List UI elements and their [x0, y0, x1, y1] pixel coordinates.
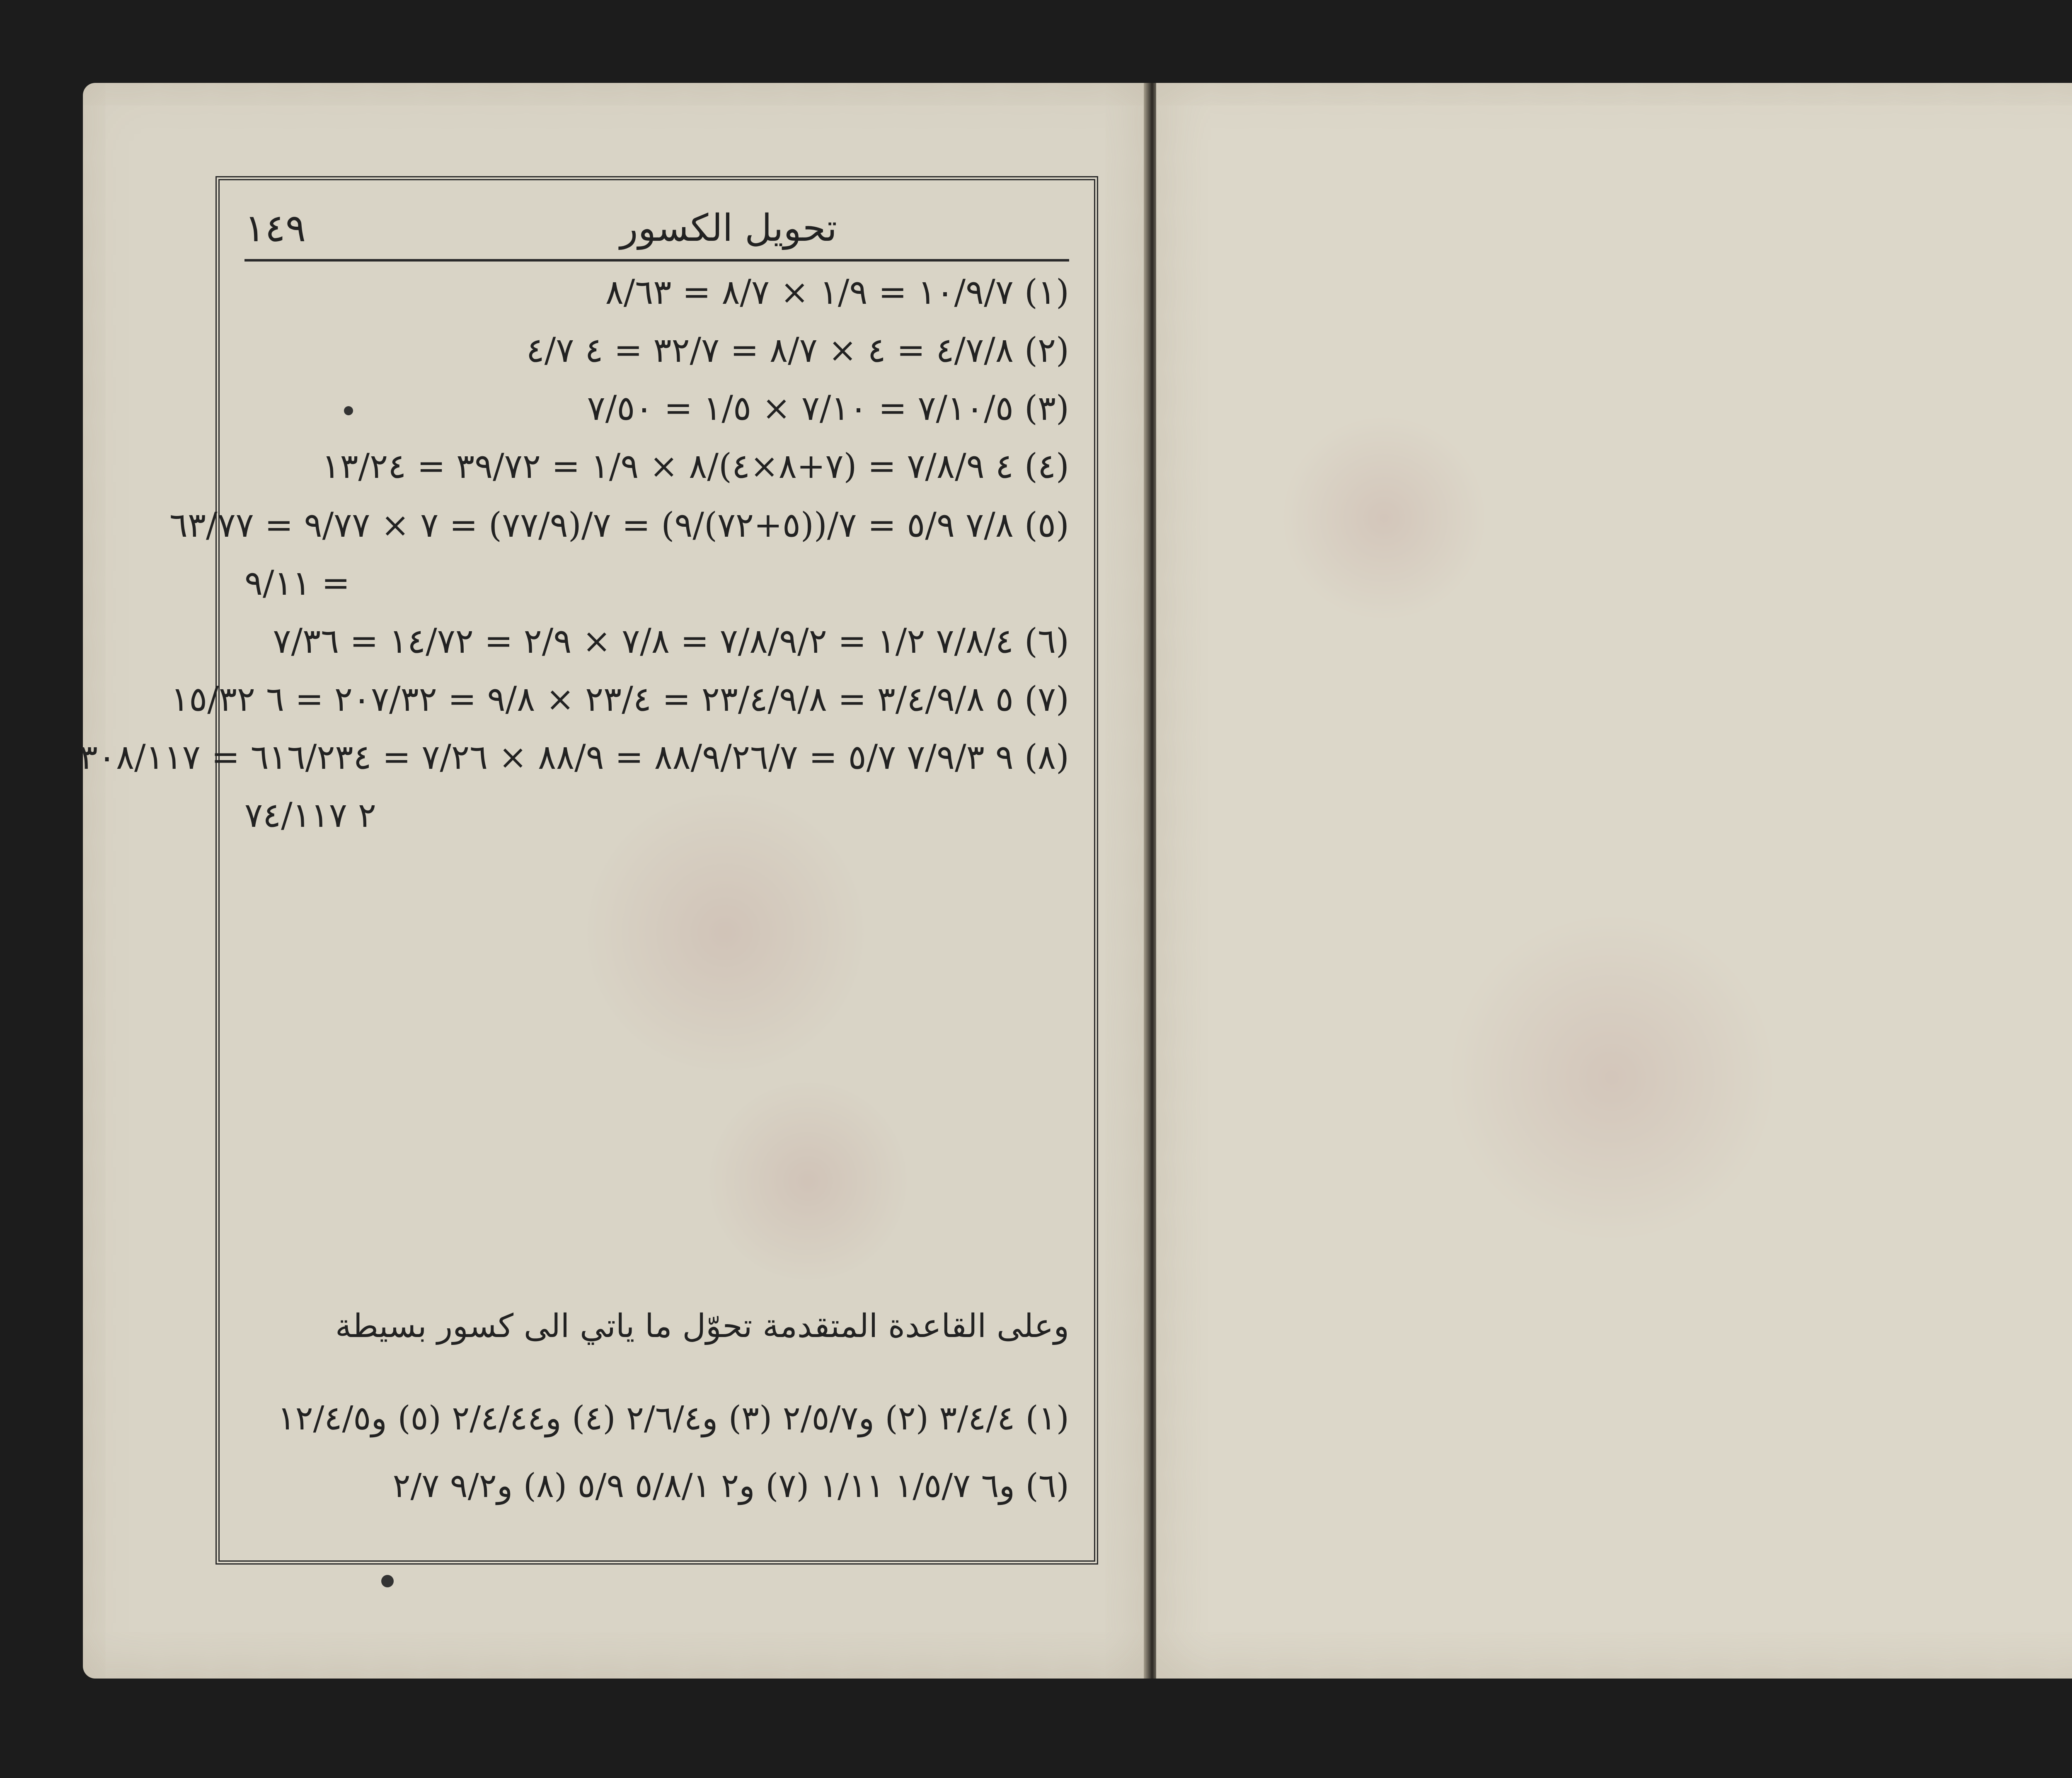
exercise-intro: وعلى القاعدة المتقدمة تحوّل ما ياتي الى كسور بسيطة	[335, 1308, 1069, 1345]
equation-3: (٣) ٧/١٠/٥ = ٧/١٠ × ١/٥ = ٧/٥٠	[587, 389, 1069, 428]
worked-equations	[79, 273, 1069, 857]
equation-2: (٢) ٤/٧/٨ = ٤ × ٨/٧ = ٣٢/٧ = ٤ ٤/٧	[526, 331, 1069, 370]
equation-6: (٦) ٧/٨/٤ ١/٢ = ٧/٨/٩/٢ = ٧/٨ × ٢/٩ = ١٤/٧٢ = ٧/٣٦	[273, 622, 1069, 661]
equation-5: (٥) ٧/٨ ٥/٩ = ٧/((٥+٧٢)/٩) = ٧/(٧٧/٩) = ٧ × ٩/٧٧ = ٦٣/٧٧	[169, 506, 1069, 545]
exercise-row: (٦) و٦ ١/٥/٧ ١/١١ (٧) و٢ ٥/٨/١ ٥/٩ (٨) و٩/٢ ٢/٧	[392, 1466, 1069, 1505]
equation-8: (٨) ٩ ٧/٩/٣ ٥/٧ = ٨٨/٩/٢٦/٧ = ٨٨/٩ × ٧/٢٦ = ٦١٦/٢٣٤ = ٣٠٨/١١٧	[79, 738, 1069, 777]
equation-1: (١) ١٠/٩/٧ = ١/٩ × ٨/٧ = ٨/٦٣	[605, 273, 1069, 312]
equation-5-continued: = ٩/١١	[244, 564, 350, 603]
running-title: تحويل الكسور	[620, 206, 837, 250]
equation-4: (٤) ٤ ٧/٨/٩ = (٧+٨×٤)/٨ × ١/٩ = ٣٩/٧٢ = ١٣/٢٤	[322, 447, 1069, 486]
equation-8-continued: ٢ ٧٤/١١٧	[244, 796, 376, 835]
exercise-list	[244, 1399, 1069, 1534]
left-page-header	[244, 197, 1069, 262]
equation-7: (٧) ٥ ٣/٤/٩/٨ = ٢٣/٤/٩/٨ = ٢٣/٤ × ٩/٨ = ٢٠٧/٣٢ = ٦ ١٥/٣٢	[171, 680, 1069, 719]
page-number: ١٤٩	[244, 206, 306, 250]
left-page-frame	[79, 176, 1098, 1565]
exercise-row: (١) ٣/٤/٤ (٢) و٢/٥/٧ (٣) و٢/٦/٤ (٤) و٢/٤/٤٤ (٥) و١٢/٤/٥	[277, 1399, 1069, 1437]
right-page	[1156, 83, 2072, 1679]
ink-spot	[381, 1575, 394, 1587]
left-page	[79, 83, 1148, 1679]
open-book	[79, 83, 2072, 1679]
